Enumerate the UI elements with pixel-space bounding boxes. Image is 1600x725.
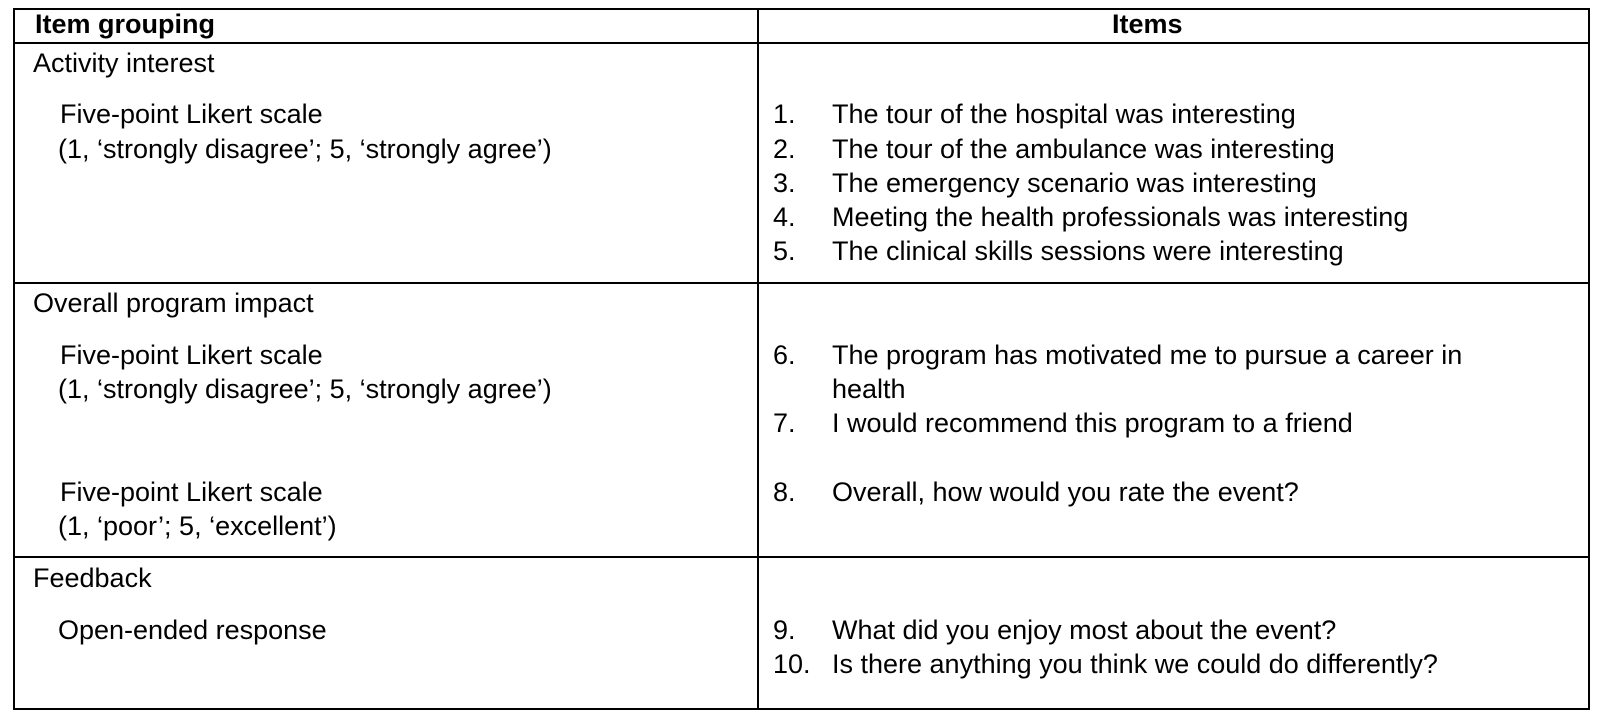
header-item-grouping: Item grouping <box>35 9 215 39</box>
section-title-feedback: Feedback <box>33 563 152 593</box>
item-text: Meeting the health professionals was interesting <box>832 202 1409 232</box>
scale-label: Five-point Likert scale <box>60 477 323 507</box>
item-number: 8. <box>773 477 796 507</box>
item-text: The tour of the hospital was interesting <box>832 99 1296 129</box>
item-number: 5. <box>773 236 796 266</box>
item-text: What did you enjoy most about the event? <box>832 615 1337 645</box>
survey-table <box>13 8 1590 710</box>
section-title-activity-interest: Activity interest <box>33 48 215 78</box>
item-number: 4. <box>773 202 796 232</box>
item-text-continued: health <box>832 374 906 404</box>
item-text: The program has motivated me to pursue a career in <box>832 340 1463 370</box>
item-number: 10. <box>773 649 811 679</box>
scale-label: Five-point Likert scale <box>60 340 323 370</box>
item-text: Overall, how would you rate the event? <box>832 477 1299 507</box>
item-text: The tour of the ambulance was interesting <box>832 134 1335 164</box>
item-number: 6. <box>773 340 796 370</box>
item-text: The emergency scenario was interesting <box>832 168 1317 198</box>
column-divider <box>757 10 759 708</box>
scale-range: (1, ‘strongly disagree’; 5, ‘strongly agree’) <box>58 134 552 164</box>
header-items: Items <box>1112 9 1183 39</box>
scale-range: (1, ‘strongly disagree’; 5, ‘strongly agree’) <box>58 374 552 404</box>
item-text: I would recommend this program to a friend <box>832 408 1353 438</box>
scale-range: (1, ‘poor’; 5, ‘excellent’) <box>58 511 337 541</box>
scale-label: Open-ended response <box>58 615 327 645</box>
item-number: 9. <box>773 615 796 645</box>
section-title-overall-program-impact: Overall program impact <box>33 288 314 318</box>
item-number: 3. <box>773 168 796 198</box>
item-text: Is there anything you think we could do differently? <box>832 649 1438 679</box>
item-number: 1. <box>773 99 796 129</box>
item-number: 2. <box>773 134 796 164</box>
item-number: 7. <box>773 408 796 438</box>
header-divider <box>15 42 1588 44</box>
row-divider <box>15 282 1588 284</box>
scale-label: Five-point Likert scale <box>60 99 323 129</box>
item-text: The clinical skills sessions were interesting <box>832 236 1344 266</box>
row-divider <box>15 556 1588 558</box>
